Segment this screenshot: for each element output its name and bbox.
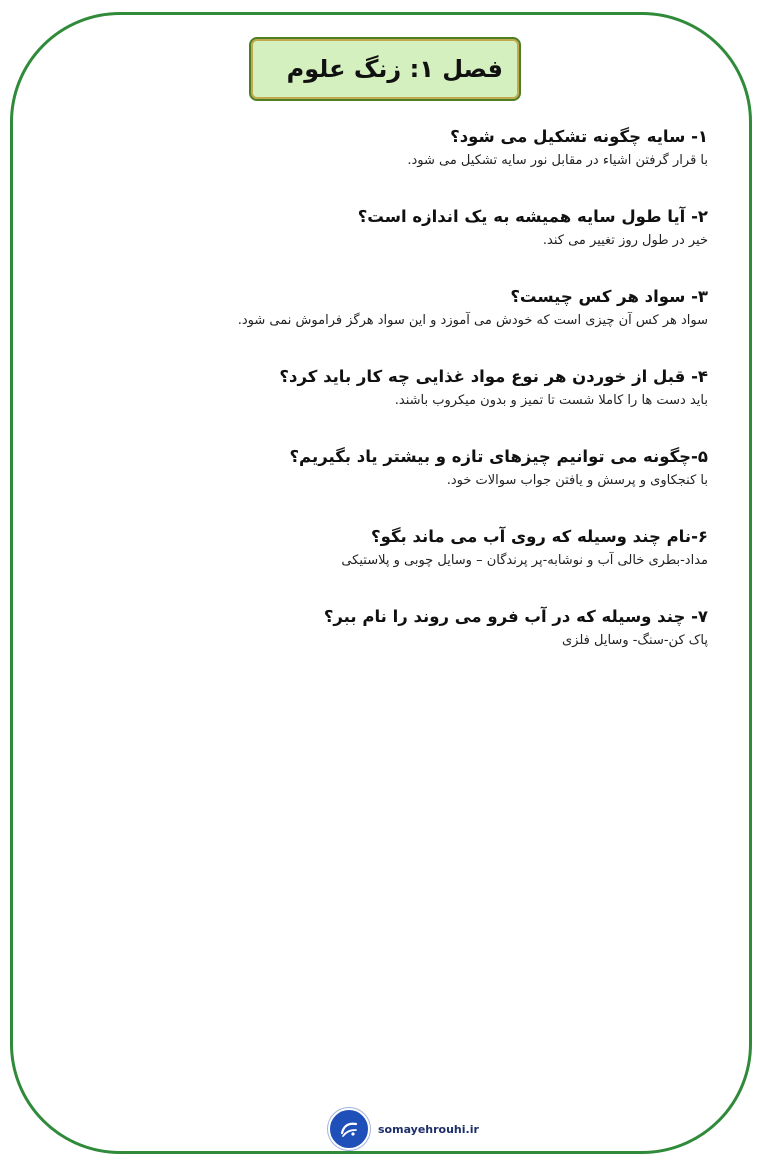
answer-text: مداد-بطری خالی آب و نوشابه-پر پرندگان – وسایل چوبی و پلاستیکی (341, 553, 708, 568)
answer-text: خیر در طول روز تغییر می کند. (542, 233, 708, 248)
chapter-title-box (249, 37, 521, 101)
question-text: ۲- آیا طول سایه همیشه به یک اندازه است؟ (357, 207, 708, 226)
answer-text: با قرار گرفتن اشیاء در مقابل نور سایه تشکیل می شود. (407, 153, 708, 168)
answer-text: سواد هر کس آن چیزی است که خودش می آموزد و این سواد هرگز فراموش نمی شود. (237, 313, 708, 328)
question-text: ۵-چگونه می توانیم چیزهای تازه و بیشتر یاد بگیریم؟ (289, 447, 708, 466)
qa-item-2 (88, 204, 708, 252)
question-list (88, 124, 708, 684)
qa-item-4 (88, 364, 708, 412)
answer-text: با کنجکاوی و پرسش و یافتن جواب سوالات خود. (446, 473, 708, 488)
question-text: ۱- سایه چگونه تشکیل می شود؟ (450, 127, 708, 146)
question-text: ۴- قبل از خوردن هر نوع مواد غذایی چه کار باید کرد؟ (279, 367, 708, 386)
qa-item-7 (88, 604, 708, 652)
qa-item-1 (88, 124, 708, 172)
site-logo-icon[interactable] (328, 1108, 370, 1150)
site-logo-mark (337, 1117, 361, 1141)
question-text: ۶-نام چند وسیله که روی آب می ماند بگو؟ (371, 527, 708, 546)
question-text: ۷- چند وسیله که در آب فرو می روند را نام ببر؟ (323, 607, 708, 626)
website-url[interactable]: somayehrouhi.ir (378, 1122, 479, 1136)
footer (328, 1108, 479, 1150)
qa-item-5 (88, 444, 708, 492)
question-text: ۳- سواد هر کس چیست؟ (510, 287, 708, 306)
answer-text: پاک کن-سنگ- وسایل فلزی (562, 633, 708, 648)
qa-item-3 (88, 284, 708, 332)
answer-text: باید دست ها را کاملا شست تا تمیز و بدون میکروب باشند. (394, 393, 708, 408)
chapter-title: فصل ۱: زنگ علوم (286, 55, 503, 83)
qa-item-6 (88, 524, 708, 572)
